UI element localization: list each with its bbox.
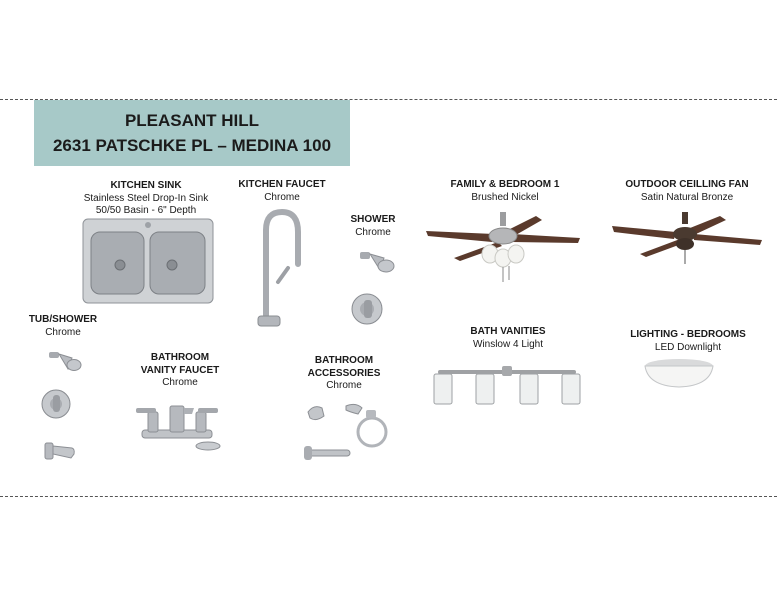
vanity-faucet-finish: Chrome xyxy=(162,377,198,388)
bath-vanity-light-image xyxy=(428,364,586,406)
lighting-bedrooms-caption xyxy=(620,329,756,354)
shower-valve-image xyxy=(350,290,384,328)
tub-shower-caption xyxy=(18,314,108,339)
tub-shower-finish: Chrome xyxy=(45,326,81,338)
family-bedroom-fan-finish: Brushed Nickel xyxy=(471,191,539,203)
outdoor-fan-caption xyxy=(612,179,762,204)
kitchen-faucet-title: KITCHEN FAUCET xyxy=(238,179,326,190)
family-bedroom-fan-caption xyxy=(440,179,570,204)
outdoor-fan-finish: Satin Natural Bronze xyxy=(640,191,734,203)
kitchen-sink-caption xyxy=(60,180,232,218)
tub-showerhead-image xyxy=(48,345,84,375)
kitchen-sink-image xyxy=(82,218,214,304)
vanity-faucet-title-2: VANITY FAUCET xyxy=(140,364,220,376)
shower-caption xyxy=(338,214,408,239)
title-banner xyxy=(34,100,350,166)
lighting-bedrooms-finish: LED Downlight xyxy=(654,341,722,353)
bath-accessories-caption xyxy=(294,355,394,393)
bottom-dashed-divider xyxy=(0,496,777,497)
kitchen-sink-desc-2: 50/50 Basin - 6" Depth xyxy=(95,205,197,216)
outdoor-fan-title: OUTDOOR CEILLING FAN xyxy=(625,179,749,190)
outdoor-fan-image xyxy=(610,212,766,270)
bath-accessories-title-2: ACCESSORIES xyxy=(307,367,381,379)
kitchen-faucet-finish: Chrome xyxy=(264,191,300,203)
bath-vanities-finish: Winslow 4 Light xyxy=(472,338,544,350)
shower-finish: Chrome xyxy=(355,226,391,238)
lighting-bedrooms-title: LIGHTING - BEDROOMS xyxy=(630,329,746,340)
tub-shower-title: TUB/SHOWER xyxy=(28,314,98,325)
vanity-faucet-caption xyxy=(130,352,230,390)
bath-accessories-image xyxy=(300,400,388,468)
vanity-faucet-title-1: BATHROOM xyxy=(150,352,210,363)
showerhead-image xyxy=(358,244,398,276)
community-name: PLEASANT HILL xyxy=(124,111,260,130)
kitchen-sink-title: KITCHEN SINK xyxy=(110,180,182,191)
shower-title: SHOWER xyxy=(350,214,396,225)
vanity-faucet-image xyxy=(132,394,224,452)
tub-spout-image xyxy=(44,440,76,462)
bath-accessories-finish: Chrome xyxy=(326,380,362,391)
kitchen-sink-desc-1: Stainless Steel Drop-In Sink xyxy=(83,192,209,204)
bath-vanities-title: BATH VANITIES xyxy=(470,326,546,337)
led-downlight-image xyxy=(642,356,716,390)
kitchen-faucet-caption xyxy=(232,179,332,204)
address-plan-title: 2631 PATSCHKE PL – MEDINA 100 xyxy=(52,136,332,155)
family-bedroom-fan-image xyxy=(424,212,584,286)
bath-vanities-caption xyxy=(448,326,568,351)
bath-accessories-title-1: BATHROOM xyxy=(314,355,374,366)
family-bedroom-fan-title: FAMILY & BEDROOM 1 xyxy=(450,179,560,190)
tub-valve-image xyxy=(40,386,72,422)
kitchen-faucet-image xyxy=(248,208,306,330)
